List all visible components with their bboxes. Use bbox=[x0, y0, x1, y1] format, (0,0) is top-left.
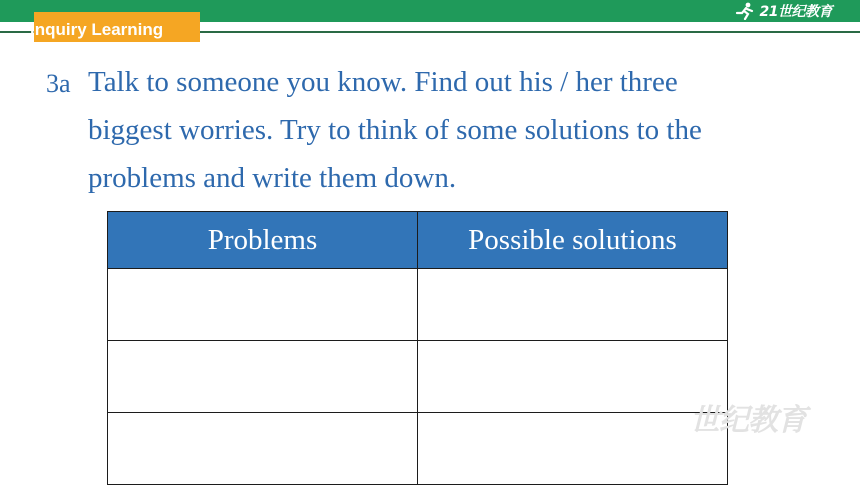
logo-text: 21世纪教育 bbox=[759, 4, 832, 20]
solution-cell[interactable] bbox=[418, 413, 728, 485]
task-instructions bbox=[88, 58, 808, 202]
instruction-line: Talk to someone you know. Find out his / her three bbox=[88, 66, 678, 98]
table-row bbox=[108, 413, 728, 485]
header-possible-solutions: Possible solutions bbox=[418, 212, 728, 269]
table-header-row bbox=[108, 212, 728, 269]
instruction-line: problems and write them down. bbox=[88, 162, 457, 194]
instruction-line: biggest worries. Try to think of some solutions to the bbox=[88, 114, 702, 146]
section-label: Inquiry Learning bbox=[30, 20, 164, 39]
solution-cell[interactable] bbox=[418, 341, 728, 413]
brand-logo bbox=[734, 1, 832, 21]
runner-icon bbox=[734, 2, 756, 20]
watermark: 世纪教育 bbox=[690, 403, 806, 438]
problem-cell[interactable] bbox=[108, 341, 418, 413]
problems-solutions-table bbox=[107, 211, 728, 485]
header-problems: Problems bbox=[108, 212, 418, 269]
problem-cell[interactable] bbox=[108, 413, 418, 485]
problem-cell[interactable] bbox=[108, 269, 418, 341]
table-row bbox=[108, 269, 728, 341]
solution-cell[interactable] bbox=[418, 269, 728, 341]
task-number: 3a bbox=[46, 69, 71, 98]
table-row bbox=[108, 341, 728, 413]
